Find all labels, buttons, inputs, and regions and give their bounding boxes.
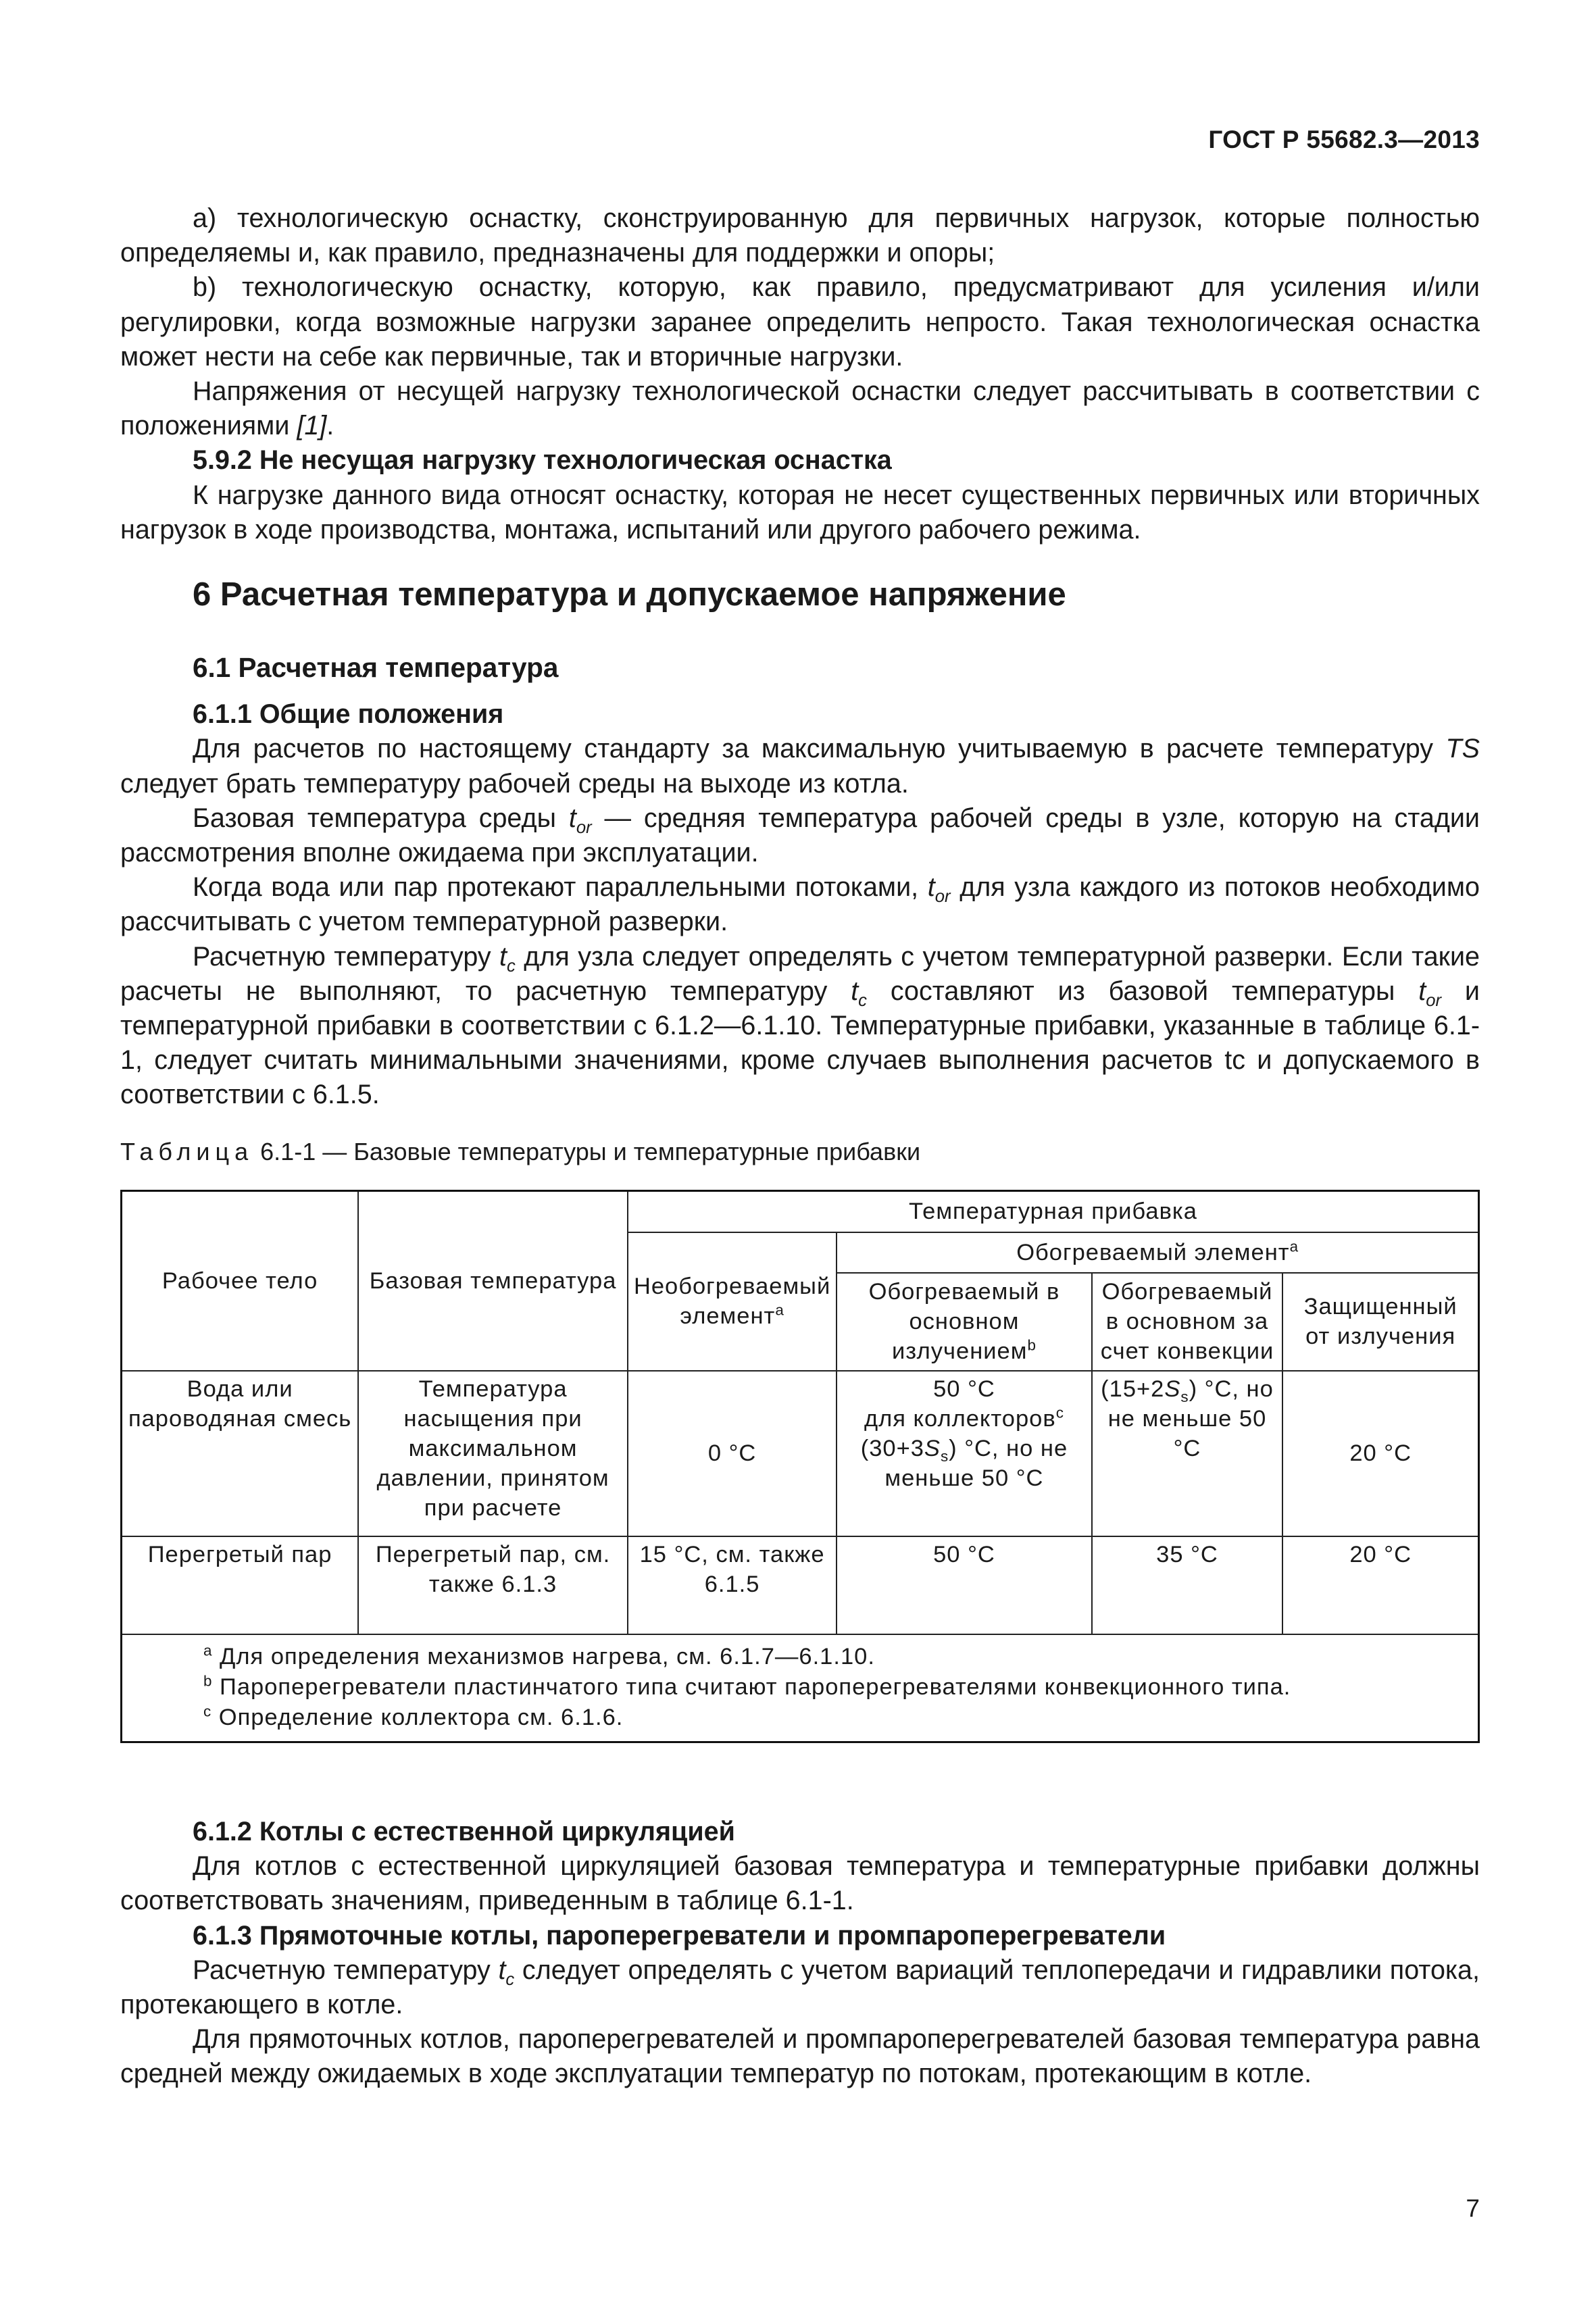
header-radiation — [837, 1273, 1091, 1371]
symbol-t: t — [498, 1955, 506, 1985]
header-heated — [837, 1232, 1478, 1273]
cell-unheated: 0 °С — [628, 1371, 837, 1536]
paragraph-5-9-2: К нагрузке данного вида относят оснастку, которая не несет существенных первичных или вторичных нагрузок в ходе производства, монтажа, испытаний или другого рабочего режима. — [120, 480, 1480, 545]
table-caption-word: Таблица — [120, 1138, 254, 1165]
footnote-mark: a — [775, 1301, 784, 1319]
text: ) °С, но не меньше 50 °С — [884, 1435, 1068, 1491]
cell-shielded: 20 °С — [1282, 1371, 1478, 1536]
text: 50 °С — [933, 1376, 995, 1402]
section-6-1-2-block — [120, 1815, 1480, 2092]
heading-6-1-1: 6.1.1 Общие положения — [193, 699, 504, 730]
text: Обогреваемый в основном излучением — [868, 1279, 1060, 1364]
text: Необогреваемый элемент — [633, 1274, 831, 1329]
table-row — [122, 1371, 1479, 1536]
heading-6-1: 6.1 Расчетная температура — [193, 652, 559, 683]
text: и температурной прибавки в соответствии с 6.1.2—6.1.10. Температурные прибавки, указанные в таблице 6.1-1, следует считать минимальными значениями, кроме случаев выполнения расчетов tc и допускаемого в соответствии с 6.1.5. — [120, 976, 1480, 1110]
subscript: s — [940, 1447, 949, 1465]
page-number: 7 — [1466, 2194, 1480, 2222]
paragraph-design-temp — [120, 940, 1480, 1113]
text: Для определения механизмов нагрева, см. 6.1.7—6.1.10. — [212, 1643, 875, 1669]
text: (30+3 — [860, 1435, 924, 1461]
cell-radiation — [837, 1371, 1091, 1536]
text: для узла каждого из потоков необходимо рассчитывать с учетом температурной разверки. — [120, 872, 1480, 937]
text: (15+2 — [1101, 1376, 1165, 1402]
header-convection: Обогреваемый в основном за счет конвекции — [1092, 1273, 1283, 1371]
standard-code: ГОСТ Р 55682.3—2013 — [1208, 126, 1480, 153]
header-temp-addition: Температурная прибавка — [628, 1191, 1479, 1232]
footnote-mark: b — [203, 1672, 213, 1689]
paragraph-ts — [120, 732, 1480, 801]
footnote-a — [203, 1642, 1478, 1672]
text: Базовая температура среды — [193, 803, 569, 833]
subscript: c — [858, 990, 867, 1010]
paragraph-parallel-flows — [120, 870, 1480, 939]
paragraph-6-1-3-a — [120, 1953, 1480, 2022]
paragraph-6-1-3-b: Для прямоточных котлов, пароперегревателей и промпароперегревателей базовая температура равна средней между ожидаемых в ходе эксплуатации температур по потокам, протекающим в котле. — [120, 2024, 1480, 2089]
heading-6-1-2: 6.1.2 Котлы с естественной циркуляцией — [193, 1817, 735, 1846]
footnote-mark: a — [203, 1642, 213, 1659]
text: следует брать температуру рабочей среды на выходе из котла. — [120, 768, 909, 799]
cell-base: Температура насыщения при максимальном давлении, принятом при расчете — [358, 1371, 628, 1536]
table-row — [122, 1536, 1479, 1634]
text: Расчетную температуру — [193, 941, 500, 972]
subscript: c — [507, 956, 516, 976]
item-b-paragraph: b) технологическую оснастку, которую, как правило, предусматривают для усиления и/или регулировки, когда возможные нагрузки заранее определить непросто. Такая технологическая оснастка может нести на себе как первичные, так и вторичные нагрузки. — [120, 272, 1480, 372]
paragraph-base-temp — [120, 801, 1480, 870]
subscript: c — [505, 1969, 515, 1989]
temperature-table — [120, 1190, 1480, 1743]
paragraph-6-1-2: Для котлов с естественной циркуляцией базовая температура и температурные прибавки должны соответствовать значениям, приведенным в таблице 6.1-1. — [120, 1851, 1480, 1916]
footnote-mark: a — [1289, 1238, 1299, 1255]
table-caption — [120, 1137, 920, 1167]
text: Обогреваемый элемент — [1016, 1239, 1290, 1265]
table-footnotes-row — [122, 1634, 1479, 1742]
text: Для расчетов по настоящему стандарту за максимальную учитываемую в расчете температуру — [193, 734, 1446, 764]
subscript: or — [1426, 990, 1442, 1010]
heading-5-9-2: 5.9.2 Не несущая нагрузку технологическая оснастка — [193, 445, 892, 476]
subscript: or — [934, 887, 951, 907]
footnote-mark: c — [1055, 1404, 1064, 1421]
symbol-t: t — [927, 872, 935, 903]
text: составляют из базовой температуры — [867, 976, 1419, 1006]
cell-convection: 35 °С — [1092, 1536, 1283, 1634]
header-base-temp: Базовая температура — [358, 1191, 628, 1371]
header-unheated — [628, 1232, 837, 1371]
symbol-t: t — [499, 941, 507, 972]
table-footnotes — [122, 1634, 1479, 1742]
cell-medium: Перегретый пар — [122, 1536, 359, 1634]
subscript: or — [576, 818, 592, 837]
item-a-paragraph: а) технологическую оснастку, сконструированную для первичных нагрузок, которые полностью определяемы и, как правило, предназначены для поддержки и опоры; — [120, 203, 1480, 268]
cell-base: Перегретый пар, см. также 6.1.3 — [358, 1536, 628, 1634]
symbol-t: t — [568, 803, 576, 833]
cell-shielded: 20 °С — [1282, 1536, 1478, 1634]
cell-convection — [1092, 1371, 1283, 1536]
text: Пароперегреватели пластинчатого типа считают пароперегревателями конвекционного типа. — [212, 1674, 1291, 1700]
footnote-mark: b — [1027, 1336, 1037, 1354]
text: — средняя температура рабочей среды в узле, которую на стадии рассмотрения вполне ожидаема при эксплуатации. — [120, 803, 1480, 868]
text: ) °С, но не меньше 50 °С — [1107, 1376, 1274, 1461]
text: для узла следует определять с учетом температурной разверки. Если такие расчеты не выполняют, то расчетную температуру — [120, 941, 1480, 1006]
footnote-b — [203, 1672, 1478, 1703]
text: Определение коллектора см. 6.1.6. — [211, 1704, 624, 1730]
symbol-ts: TS — [1445, 734, 1480, 764]
stress-text: Напряжения от несущей нагрузку технологической оснастки следует рассчитывать в соответствии с положениями — [120, 376, 1480, 441]
text: следует определять с учетом вариаций теплопередачи и гидравлики потока, протекающего в котле. — [120, 1955, 1480, 2020]
symbol-t: t — [851, 976, 859, 1006]
text: Когда вода или пар протекают параллельными потоками, — [193, 872, 928, 903]
cell-unheated: 15 °С, см. также 6.1.5 — [628, 1536, 837, 1634]
header-medium: Рабочее тело — [122, 1191, 359, 1371]
cell-medium: Вода или пароводяная смесь — [122, 1371, 359, 1536]
footnote-mark: c — [203, 1703, 212, 1719]
section-6-1-block — [120, 651, 1480, 1113]
footnote-c — [203, 1703, 1478, 1733]
header-shielded: Защищенный от излучения — [1282, 1273, 1478, 1371]
stress-end: . — [326, 411, 334, 441]
heading-6-1-3: 6.1.3 Прямоточные котлы, пароперегреватели и промпароперегреватели — [193, 1920, 1166, 1951]
stress-paragraph — [120, 374, 1480, 443]
text: Расчетную температуру — [193, 1955, 499, 1985]
reference-link: [1] — [297, 411, 327, 441]
text: для коллекторов — [864, 1405, 1056, 1432]
symbol-t: t — [1418, 976, 1426, 1006]
cell-radiation: 50 °С — [837, 1536, 1091, 1634]
section-6-title: 6 Расчетная температура и допускаемое напряжение — [193, 576, 1066, 613]
table-caption-text: 6.1-1 — Базовые температуры и температурные прибавки — [253, 1138, 921, 1165]
symbol-s: S — [924, 1435, 941, 1461]
subscript: s — [1180, 1388, 1189, 1405]
symbol-s: S — [1164, 1376, 1181, 1402]
intro-block — [120, 201, 1480, 547]
